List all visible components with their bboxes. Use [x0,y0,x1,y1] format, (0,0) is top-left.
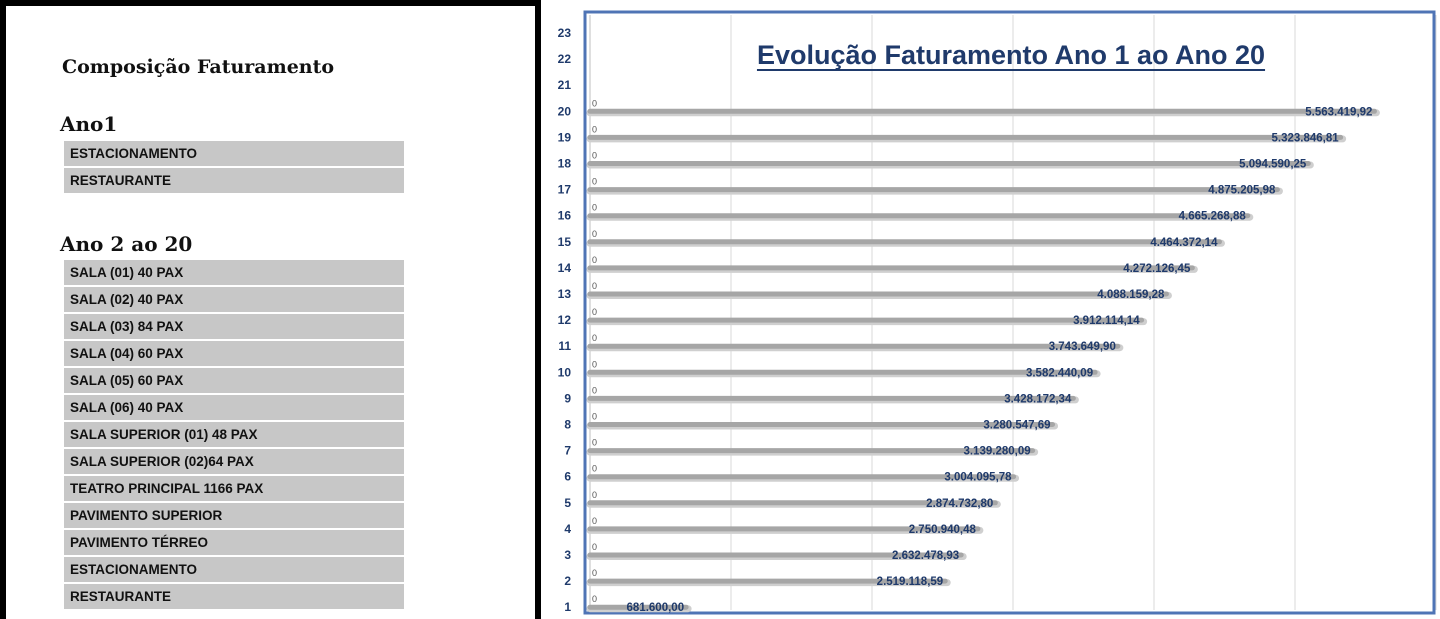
zero-marker-label: 0 [592,463,598,474]
list-item: SALA (01) 40 PAX [64,260,404,285]
data-label: 2.632.478,93 [892,550,960,562]
zero-marker-label: 0 [592,98,598,109]
zero-marker-label: 0 [592,228,598,239]
chart-svg [541,0,1440,619]
category-tick-label: 17 [557,182,571,197]
list-item: TEATRO PRINCIPAL 1166 PAX [64,476,404,501]
list-item: SALA (04) 60 PAX [64,341,404,366]
zero-marker-label: 0 [592,515,598,526]
list-item: PAVIMENTO TÉRREO [64,530,404,555]
data-label: 5.094.590,25 [1239,158,1307,171]
category-tick-label: 1 [564,600,571,615]
list-item: PAVIMENTO SUPERIOR [64,503,404,528]
list-item: RESTAURANTE [64,584,404,609]
data-label: 2.750.940,48 [908,523,976,536]
category-tick-label: 3 [564,548,571,562]
data-label: 5.563.419,92 [1305,106,1373,119]
category-tick-label: 16 [557,208,571,223]
zero-marker-label: 0 [592,437,598,448]
panel-title: Composição Faturamento [62,56,335,78]
category-tick-label: 20 [557,104,571,119]
category-tick-label: 5 [564,495,571,510]
data-label: 4.088.159,28 [1097,289,1165,301]
category-tick-label: 21 [557,78,571,93]
data-label: 3.743.649,90 [1048,341,1116,354]
data-label: 2.519.118,59 [876,576,944,589]
list-item: SALA (06) 40 PAX [64,395,404,420]
plot-frame [585,12,1434,613]
category-tick-label: 2 [564,574,571,589]
year2-20-item-list [64,260,404,611]
category-tick-label: 6 [564,469,571,484]
revenue-chart [541,0,1440,619]
category-tick-label: 11 [558,339,571,354]
data-label: 3.139.280,09 [963,445,1031,458]
category-tick-label: 8 [564,417,571,432]
zero-marker-label: 0 [592,150,598,161]
list-item: SALA SUPERIOR (02)64 PAX [64,449,404,474]
category-tick-label: 22 [557,52,571,67]
zero-marker-label: 0 [592,411,598,422]
zero-marker-label: 0 [592,568,598,579]
category-tick-label: 19 [557,130,571,145]
list-item: SALA SUPERIOR (01) 48 PAX [64,422,404,447]
list-item: SALA (02) 40 PAX [64,287,404,312]
data-label: 4.464.372,14 [1150,236,1218,249]
chart-title: Evolução Faturamento Ano 1 ao Ano 20 [756,40,1266,70]
data-label: 3.280.547,69 [983,419,1051,432]
list-item: ESTACIONAMENTO [64,141,404,166]
zero-marker-label: 0 [592,489,598,500]
list-item: RESTAURANTE [64,168,404,193]
zero-marker-label: 0 [592,594,598,605]
zero-marker-label: 0 [592,281,598,291]
zero-marker-label: 0 [592,124,598,135]
list-item: SALA (03) 84 PAX [64,314,404,339]
data-label: 4.665.268,88 [1178,210,1246,223]
zero-marker-label: 0 [592,385,598,396]
category-tick-label: 9 [564,391,571,406]
category-tick-label: 13 [557,287,571,301]
zero-marker-label: 0 [592,307,598,318]
zero-marker-label: 0 [592,333,598,344]
category-tick-label: 4 [564,521,571,536]
list-item: SALA (05) 60 PAX [64,368,404,393]
zero-marker-label: 0 [592,542,598,552]
category-tick-label: 14 [557,260,571,275]
zero-marker-label: 0 [592,176,598,187]
year1-item-list [64,141,404,195]
section-heading-year1: Ano1 [60,112,118,136]
billing-composition-panel [6,6,535,619]
zero-marker-label: 0 [592,202,598,213]
category-tick-label: 10 [557,365,571,380]
zero-marker-label: 0 [592,359,598,370]
data-label: 5.323.846,81 [1271,132,1339,145]
data-label: 3.004.095,78 [944,471,1012,484]
category-tick-label: 18 [557,156,571,171]
section-heading-year2-20: Ano 2 ao 20 [60,232,193,256]
category-tick-label: 12 [557,313,571,328]
data-label: 3.582.440,09 [1025,367,1094,380]
data-label: 3.912.114,14 [1073,315,1140,328]
category-tick-label: 23 [557,26,571,40]
data-label: 2.874.732,80 [926,497,994,510]
category-tick-label: 15 [557,234,571,249]
data-label: 681.600,00 [626,602,685,615]
data-label: 4.875.205,98 [1208,184,1276,197]
zero-marker-label: 0 [592,254,598,265]
data-label: 3.428.172,34 [1004,393,1072,406]
list-item: ESTACIONAMENTO [64,557,404,582]
category-tick-label: 7 [564,443,571,458]
data-label: 4.272.126,45 [1123,262,1191,275]
